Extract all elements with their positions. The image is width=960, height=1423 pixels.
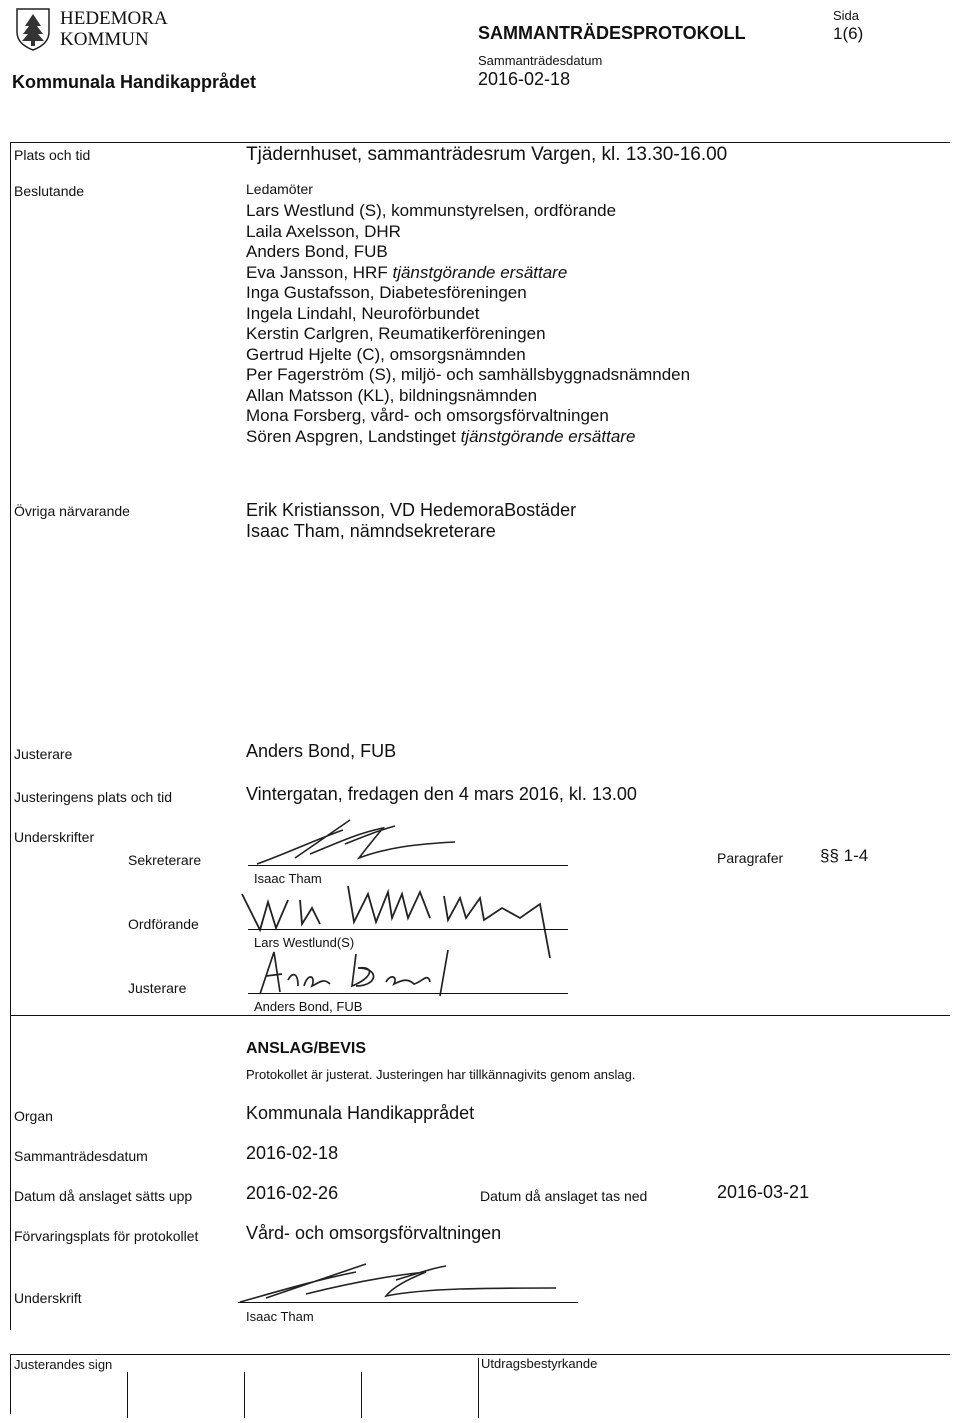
document-title: SAMMANTRÄDESPROTOKOLL	[478, 23, 746, 43]
adjuster-signature	[252, 942, 492, 998]
member-name: Laila Axelsson, DHR	[246, 221, 401, 241]
adjust-place-value: Vintergatan, fredagen den 4 mars 2016, kl. 13.00	[246, 784, 637, 804]
member-name: Per Fagerström (S), miljö- och samhällsbyggnadsnämnden	[246, 365, 691, 384]
org-name-line1: HEDEMORA	[60, 8, 168, 29]
posted-date-value: 2016-02-26	[246, 1183, 339, 1203]
member-name: Eva Jansson, HRF	[246, 262, 388, 282]
left-border	[10, 142, 11, 1330]
sign-box-divider	[478, 1358, 479, 1418]
member-item	[246, 345, 690, 366]
page-number: 1(6)	[833, 24, 864, 43]
storage-label: Förvaringsplats för protokollet	[14, 1228, 199, 1244]
member-item	[246, 201, 690, 222]
member-name: Inga Gustafsson, Diabetesföreningen	[246, 283, 527, 302]
top-rule	[10, 142, 950, 143]
adjuster-value: Anders Bond, FUB	[246, 741, 397, 761]
adjust-place-label: Justeringens plats och tid	[14, 789, 172, 805]
footer-rule	[10, 1354, 950, 1355]
other-attendee: Erik Kristiansson, VD HedemoraBostäder	[246, 500, 577, 520]
posted-date-label: Datum då anslaget sätts upp	[14, 1188, 193, 1204]
extract-label: Utdragsbestyrkande	[481, 1356, 598, 1371]
place-value: Tjädernhuset, sammanträdesrum Vargen, kl. 13.30-16.00	[246, 144, 728, 165]
paragraphs-value: §§ 1-4	[820, 846, 869, 865]
members-list	[246, 201, 690, 447]
member-item	[246, 324, 690, 345]
chair-name: Lars Westlund(S)	[254, 935, 355, 950]
member-note: tjänstgörande ersättare	[460, 426, 636, 446]
adjuster-role: Justerare	[128, 980, 187, 996]
members-heading: Ledamöter	[246, 181, 313, 197]
adjusters-sign-label: Justerandes sign	[14, 1357, 113, 1372]
others-label: Övriga närvarande	[14, 503, 130, 519]
meeting-date: 2016-02-18	[478, 69, 571, 89]
sign-box-divider	[244, 1372, 245, 1418]
member-name: Allan Matsson (KL), bildningsnämnden	[246, 385, 538, 405]
org-name-line2: KOMMUN	[60, 29, 149, 50]
secretary-signature	[255, 814, 515, 870]
notice-rule	[10, 1015, 950, 1016]
member-item	[246, 263, 690, 284]
council-name: Kommunala Handikapprådet	[12, 72, 257, 92]
adjuster-label: Justerare	[14, 746, 73, 762]
footer-left-border	[10, 1354, 11, 1414]
chair-role: Ordförande	[128, 916, 199, 932]
member-name: Anders Bond, FUB	[246, 242, 388, 261]
notice-date-label: Sammanträdesdatum	[14, 1148, 148, 1164]
page-label: Sida	[833, 8, 860, 23]
organ-label: Organ	[14, 1108, 53, 1124]
member-name: Ingela Lindahl, Neuroförbundet	[246, 303, 480, 323]
member-name: Sören Aspgren, Landstinget	[246, 426, 456, 446]
organ-value: Kommunala Handikapprådet	[246, 1103, 475, 1123]
storage-value: Vård- och omsorgsförvaltningen	[246, 1223, 502, 1243]
secretary-role: Sekreterare	[128, 852, 202, 868]
sign-box-divider	[361, 1372, 362, 1418]
removed-date-value: 2016-03-21	[717, 1182, 810, 1202]
member-item	[246, 222, 690, 243]
adjuster-name: Anders Bond, FUB	[254, 999, 363, 1014]
notice-signature-name: Isaac Tham	[246, 1309, 314, 1324]
notice-signature	[236, 1258, 576, 1308]
member-name: Kerstin Carlgren, Reumatikerföreningen	[246, 324, 546, 343]
notice-signature-label: Underskrift	[14, 1290, 82, 1306]
member-item	[246, 365, 690, 386]
member-item	[246, 283, 690, 304]
notice-date-value: 2016-02-18	[246, 1143, 339, 1163]
secretary-signature-line	[248, 865, 568, 866]
secretary-name: Isaac Tham	[254, 871, 322, 886]
notice-text: Protokollet är justerat. Justeringen har tillkännagivits genom anslag.	[246, 1067, 636, 1082]
notice-signature-line	[238, 1302, 578, 1303]
member-note: tjänstgörande ersättare	[392, 262, 568, 282]
member-name: Mona Forsberg, vård- och omsorgsförvaltningen	[246, 406, 609, 425]
meeting-date-label: Sammanträdesdatum	[478, 53, 603, 68]
member-item	[246, 304, 690, 325]
deciding-label: Beslutande	[14, 183, 85, 199]
signatures-label: Underskrifter	[14, 829, 95, 845]
member-name: Lars Westlund (S), kommunstyrelsen, ordförande	[246, 201, 617, 220]
member-item	[246, 242, 690, 263]
removed-date-label: Datum då anslaget tas ned	[480, 1188, 648, 1204]
municipal-crest-icon	[14, 6, 52, 52]
chair-signature-line	[248, 929, 568, 930]
adjuster-signature-line	[248, 993, 568, 994]
other-attendee: Isaac Tham, nämndsekreterare	[246, 521, 496, 541]
notice-title: ANSLAG/BEVIS	[246, 1040, 367, 1057]
member-item	[246, 386, 690, 407]
sign-box-divider	[127, 1372, 128, 1418]
member-name: Gertrud Hjelte (C), omsorgsnämnden	[246, 344, 526, 364]
member-item	[246, 406, 690, 427]
member-item	[246, 427, 690, 448]
place-label: Plats och tid	[14, 147, 91, 163]
paragraphs-label: Paragrafer	[717, 850, 784, 866]
